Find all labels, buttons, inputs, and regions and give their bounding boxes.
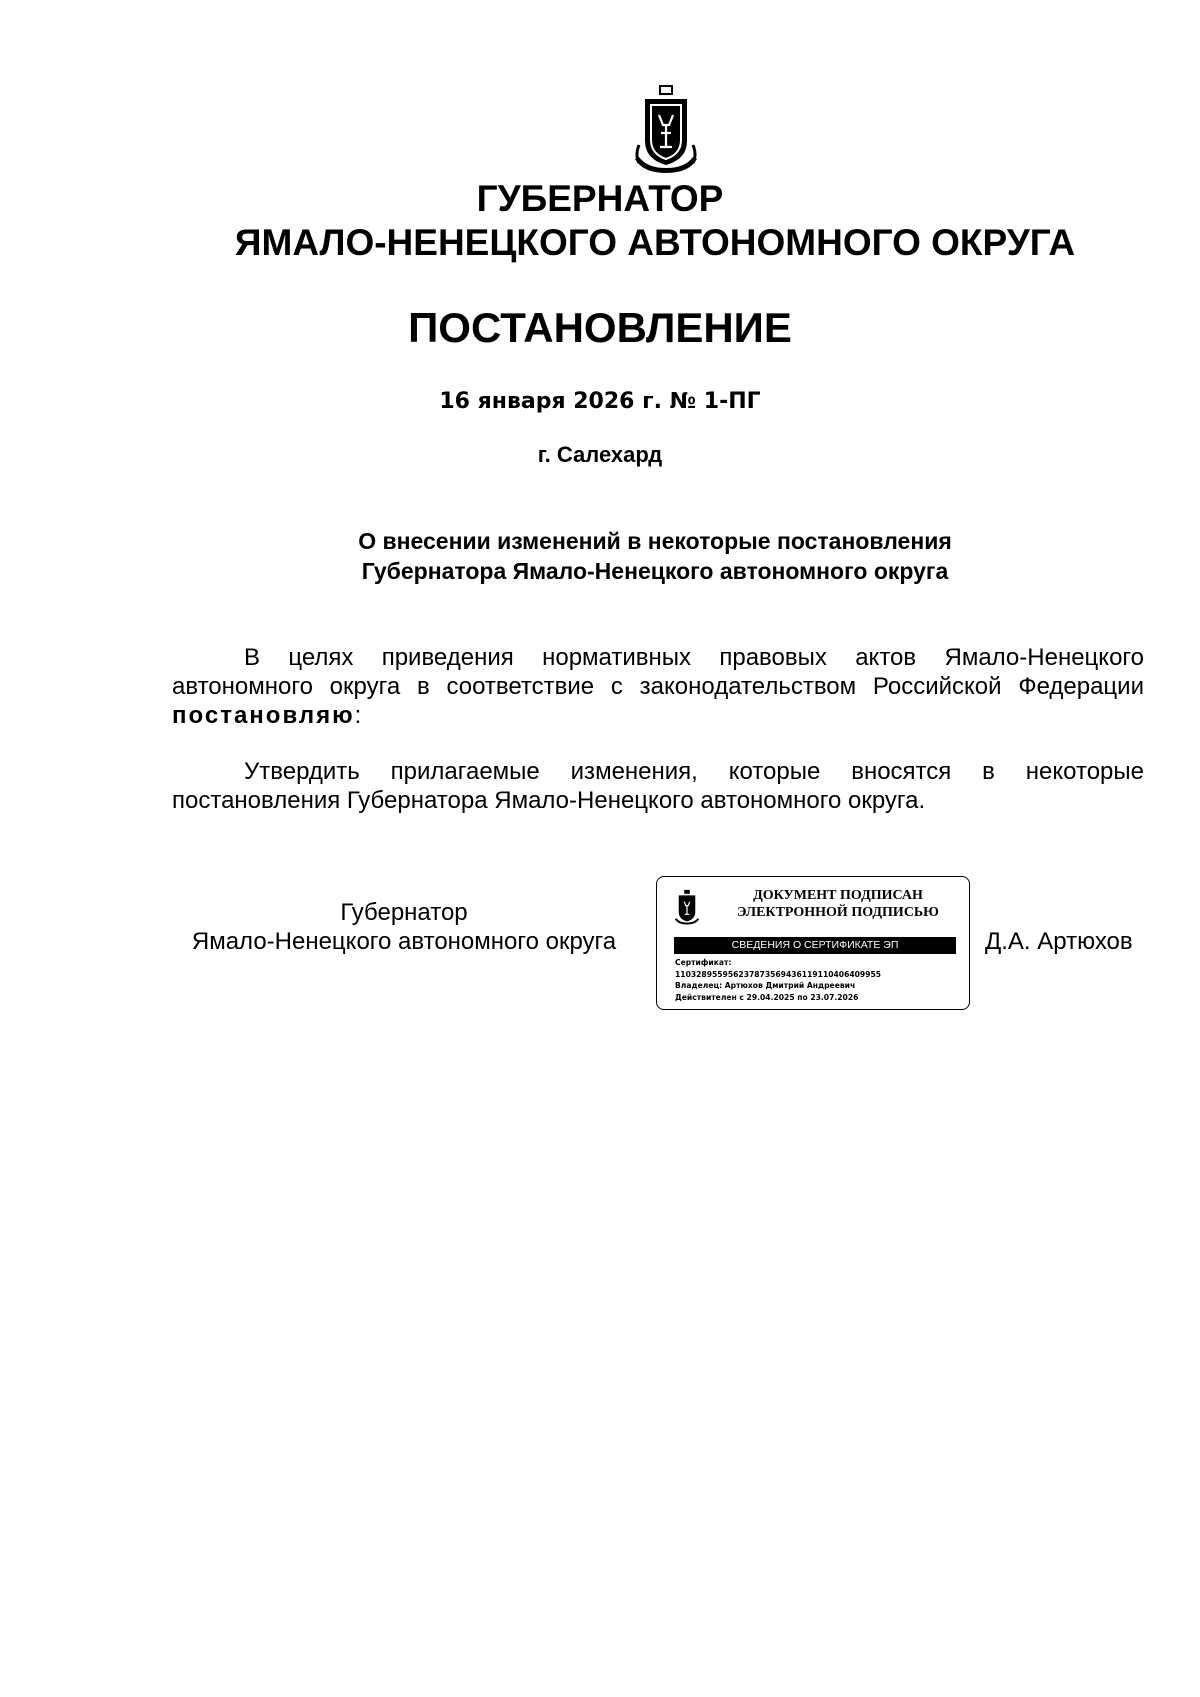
subject-line-1: О внесении изменений в некоторые постановления [358, 528, 952, 554]
para1-emphasis: постановляю [172, 702, 355, 729]
coat-of-arms-emblem-icon [633, 85, 699, 177]
electronic-signature-stamp [656, 876, 970, 1010]
cert-validity: Действителен с 29.04.2025 по 23.07.2026 [675, 992, 859, 1002]
cert-label: Сертификат: [675, 958, 732, 967]
para1-text: В целях приведения нормативных правовых актов Ямало-Ненецкого автономного округа в соответствие с законодательством Российской Федерации [172, 644, 1144, 700]
stamp-title-line-1: ДОКУМЕНТ ПОДПИСАН [753, 888, 923, 903]
cert-owner: Владелец: Артюхов Дмитрий Андреевич [675, 981, 856, 990]
document-subject [175, 526, 1135, 586]
document-type: ПОСТАНОВЛЕНИЕ [408, 304, 792, 351]
stamp-emblem-icon [674, 889, 700, 927]
stamp-title [715, 887, 961, 921]
stamp-certificate-details [675, 957, 965, 1003]
body-paragraph-2: Утвердить прилагаемые изменения, которые вносятся в некоторые постановления Губернатора Ямало-Ненецкого автономного округа. [172, 758, 1144, 814]
subject-line-2: Губернатора Ямало-Ненецкого автономного округа [361, 558, 949, 584]
position-line-1: Губернатор [340, 899, 468, 926]
document-city: г. Салехард [537, 442, 663, 467]
stamp-title-line-2: ЭЛЕКТРОННОЙ ПОДПИСЬЮ [737, 905, 939, 920]
region-title: ЯМАЛО-НЕНЕЦКОГО АВТОНОМНОГО ОКРУГА [234, 222, 1076, 263]
para1-end: : [354, 702, 362, 729]
signatory-name: Д.А. Артюхов [985, 928, 1133, 955]
stamp-certificate-bar: СВЕДЕНИЯ О СЕРТИФИКАТЕ ЭП [674, 937, 956, 954]
cert-number: 110328955956237873569436119110406409955 [675, 969, 882, 979]
position-line-2: Ямало-Ненецкого автономного округа [191, 928, 617, 955]
signatory-position [165, 898, 643, 956]
document-date-number: 16 января 2026 г. № 1-ПГ [439, 389, 761, 414]
governor-title: ГУБЕРНАТОР [476, 178, 724, 219]
body-paragraph-1 [172, 643, 1144, 730]
